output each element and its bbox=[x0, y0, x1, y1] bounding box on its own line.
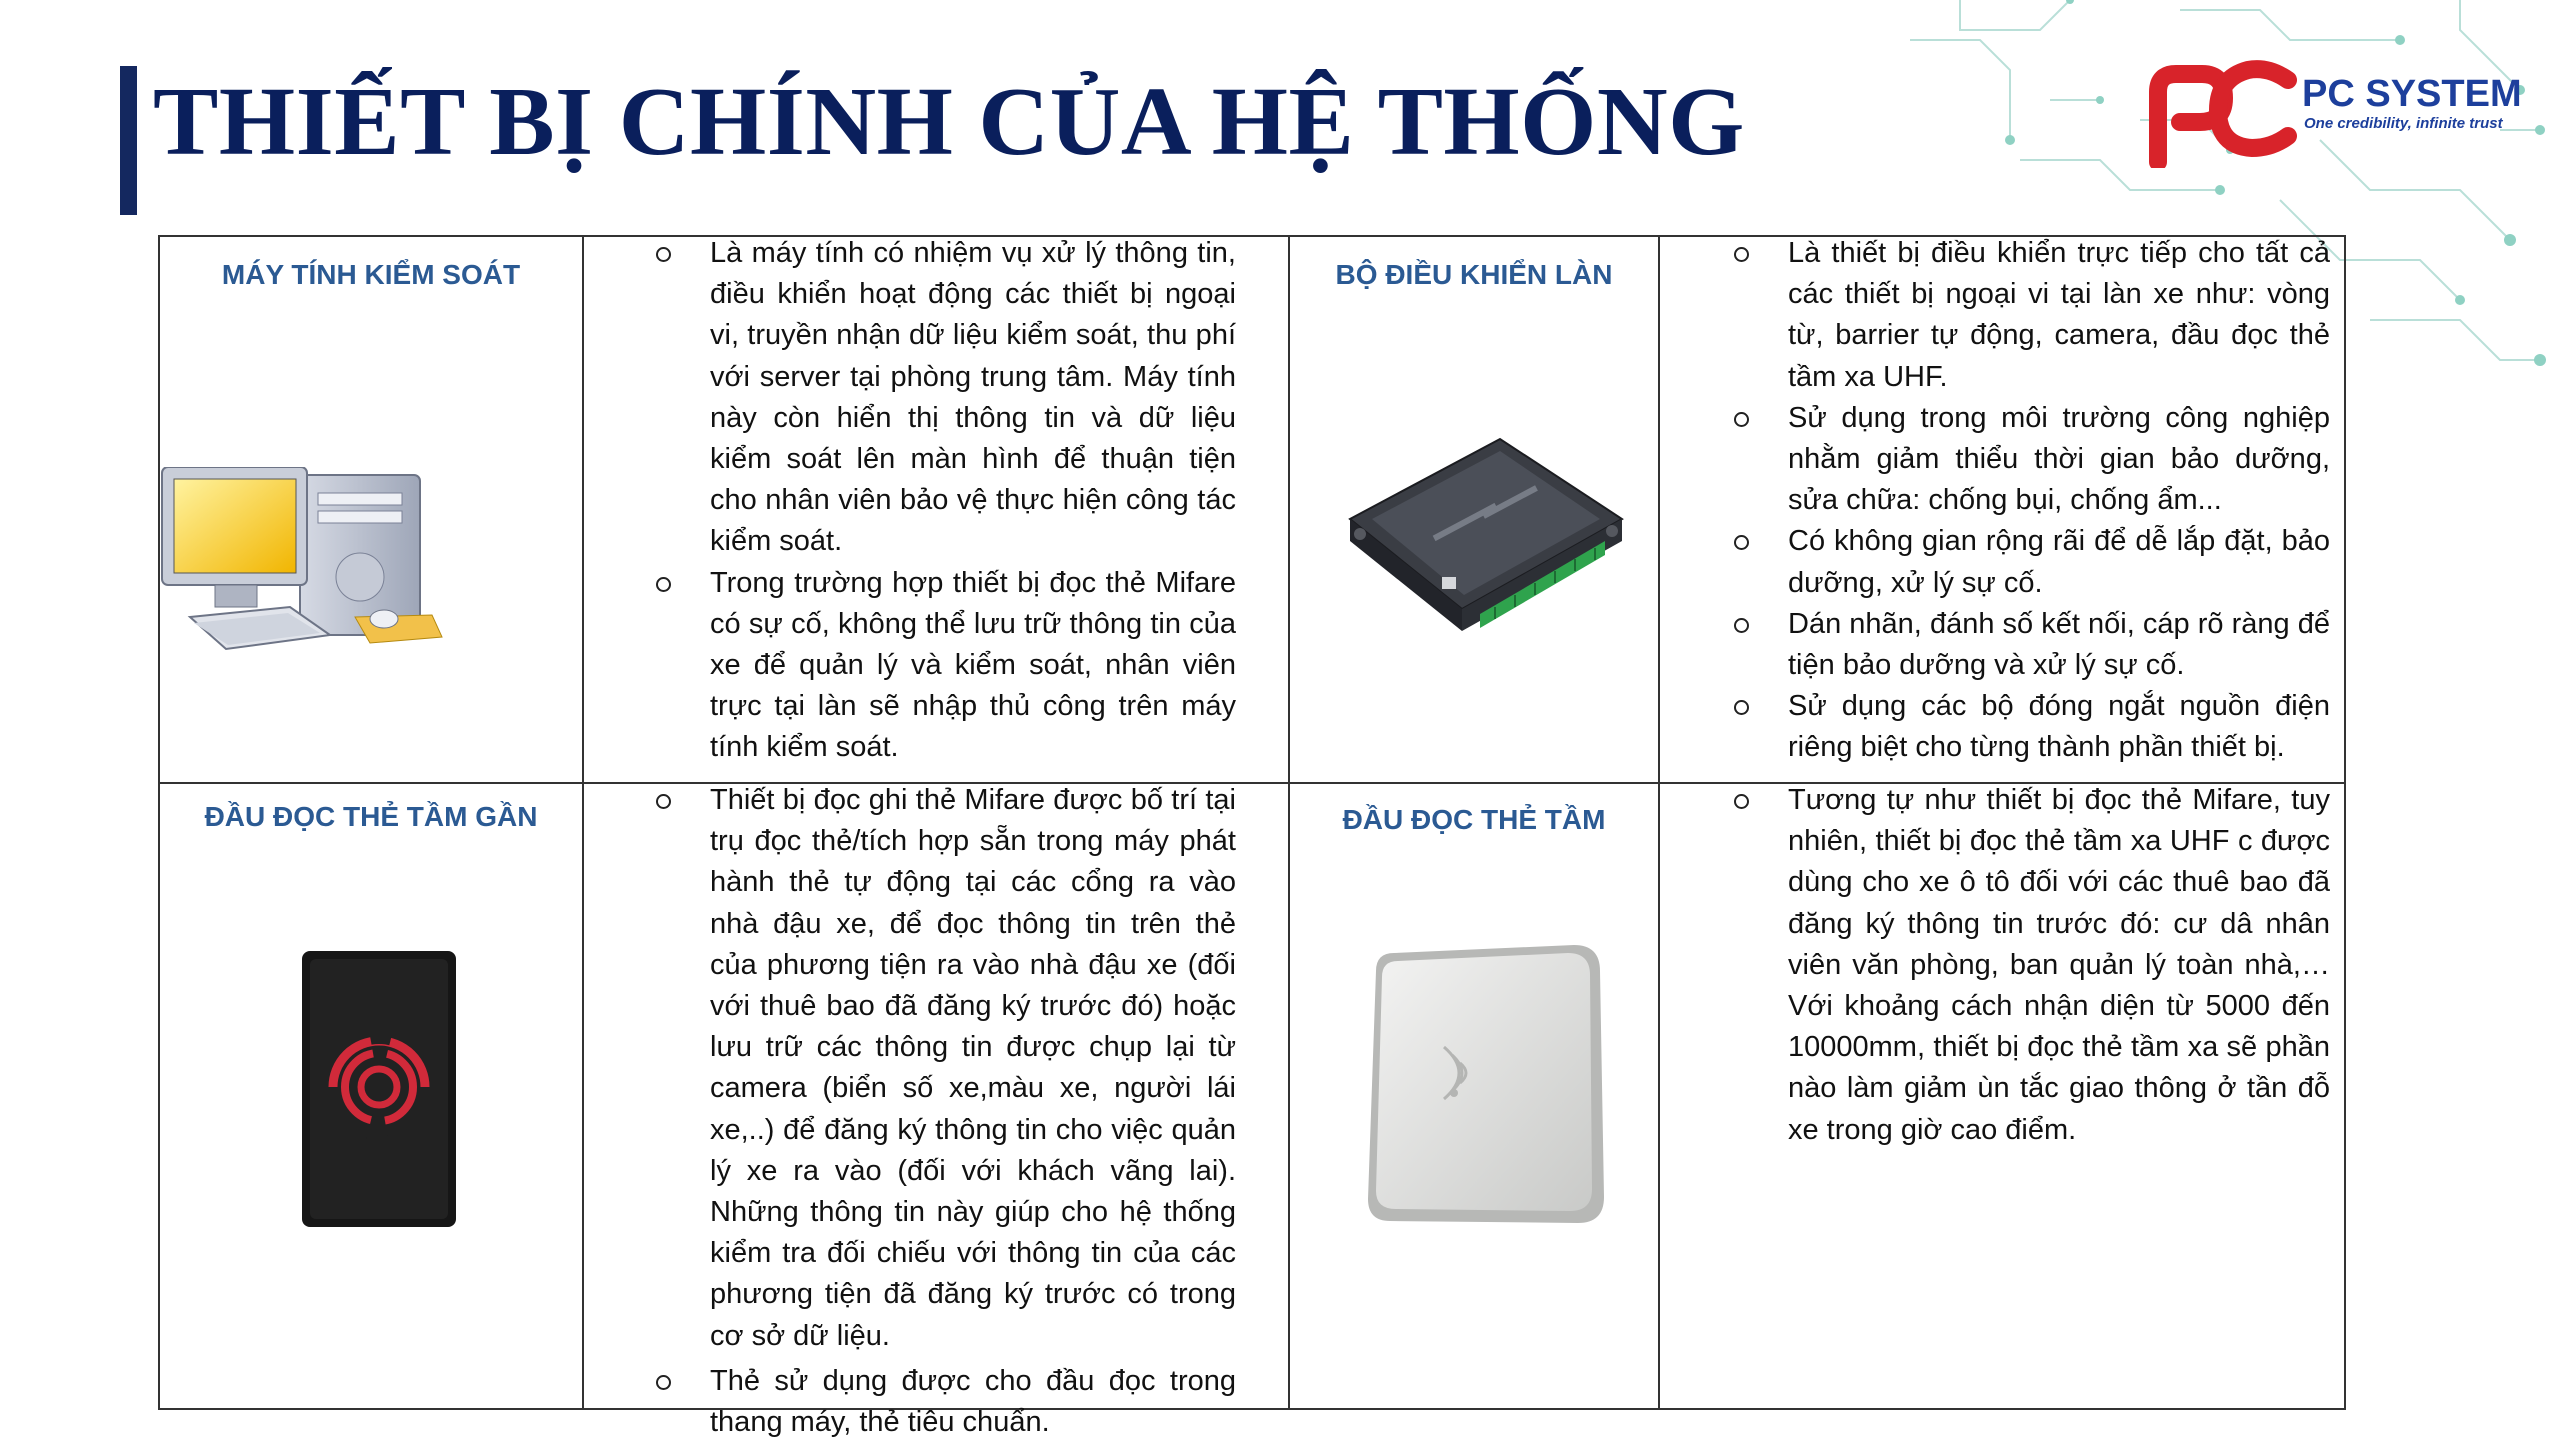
bullet-icon bbox=[1734, 618, 1749, 633]
description-list bbox=[1734, 233, 2330, 769]
bullet-icon bbox=[1734, 412, 1749, 427]
list-item: Sử dụng trong môi trường công nghiệp nhằm giảm thiểu thời gian bảo dưỡng, sửa chữa: chống bụi, chống ẩm... bbox=[1734, 398, 2330, 522]
bullet-icon bbox=[1734, 535, 1749, 550]
cell-label-proximity-reader: ĐẦU ĐỌC THẺ TẦM GẦN bbox=[204, 801, 538, 832]
list-item: Dán nhãn, đánh số kết nối, cáp rõ ràng để tiện bảo dưỡng và xử lý sự cố. bbox=[1734, 604, 2330, 686]
pc-logo-icon bbox=[2140, 58, 2298, 168]
title-accent-bar bbox=[120, 66, 137, 215]
page-title: THIẾT BỊ CHÍNH CỦA HỆ THỐNG bbox=[153, 68, 1745, 176]
lane-controller-icon bbox=[1330, 409, 1630, 639]
uhf-reader-icon bbox=[1360, 943, 1610, 1233]
company-logo bbox=[2140, 58, 2540, 168]
brand-tagline: One credibility, infinite trust bbox=[2304, 115, 2503, 132]
list-item: Là thiết bị điều khiển trực tiếp cho tất cả các thiết bị ngoại vi tại làn xe như: vòng từ, barrier tự động, camera, đầu đọc thẻ tầm xa UHF. bbox=[1734, 233, 2330, 398]
proximity-card-reader-icon bbox=[300, 949, 458, 1229]
bullet-icon bbox=[656, 1375, 671, 1390]
bullet-icon bbox=[656, 247, 671, 262]
bullet-icon bbox=[656, 794, 671, 809]
bullet-icon bbox=[1734, 700, 1749, 715]
table-divider bbox=[582, 237, 584, 1408]
bullet-icon bbox=[1734, 794, 1749, 809]
list-item: Có không gian rộng rãi để dễ lắp đặt, bảo dưỡng, xử lý sự cố. bbox=[1734, 521, 2330, 603]
list-item: Trong trường hợp thiết bị đọc thẻ Mifare có sự cố, không thể lưu trữ thông tin của xe để quản lý và kiểm soát, nhân viên trực tại làn sẽ nhập thủ công trên máy tính kiểm soát. bbox=[656, 563, 1236, 769]
cell-label-lane-controller: BỘ ĐIỀU KHIỂN LÀN bbox=[1335, 259, 1613, 290]
list-item: Thẻ sử dụng được cho đầu đọc trong thang máy, thẻ tiêu chuẩn. bbox=[656, 1361, 1236, 1443]
table-divider bbox=[1658, 237, 1660, 1408]
equipment-table bbox=[158, 235, 2346, 1439]
list-item: Sử dụng các bộ đóng ngắt nguồn điện riêng biệt cho từng thành phần thiết bị. bbox=[1734, 686, 2330, 768]
description-list bbox=[1734, 780, 2330, 1151]
bullet-icon bbox=[656, 577, 671, 592]
desktop-computer-icon bbox=[160, 467, 460, 682]
brand-name: PC SYSTEM bbox=[2302, 73, 2522, 115]
list-item: Tương tự như thiết bị đọc thẻ Mifare, tuy nhiên, thiết bị đọc thẻ tầm xa UHF c được dùng cho xe ô tô đối với các thuê bao đã đăng ký thông tin trước đó: cư dâ nhân viên văn phòng, ban quản lý toàn nhà,… Với khoảng cách nhận diện từ 5000 đến 10000mm, thiết bị đọc thẻ tầm xa sẽ phần nào làm giảm ùn tắc giao thông ở tần đỗ xe trong giờ cao điểm. bbox=[1734, 780, 2330, 1151]
description-list bbox=[656, 233, 1236, 769]
list-item: Là máy tính có nhiệm vụ xử lý thông tin, điều khiển hoạt động các thiết bị ngoại vi, truyền nhận dữ liệu kiểm soát, thu phí với server tại phòng trung tâm. Máy tính này còn hiển thị thông tin và dữ liệu kiểm soát lên màn hình để thuận tiện cho nhân viên bảo vệ thực hiện công tác kiểm soát. bbox=[656, 233, 1236, 563]
list-item: Thiết bị đọc ghi thẻ Mifare được bố trí tại trụ đọc thẻ/tích hợp sẵn trong máy phát hành thẻ tự động tại các cổng ra vào nhà đậu xe, để đọc thông tin trên thẻ của phương tiện ra vào nhà đậu xe (đối với thuê bao đã đăng ký trước đó) hoặc lưu trữ các thông tin được chụp lại từ camera (biển số xe,màu xe, người lái xe,..) để đăng ký thông tin cho việc quản lý xe ra vào (đối với khách vãng lai). Những thông tin này giúp cho hệ thống kiểm tra đối chiếu với thông tin của các phương tiện đã đăng ký trước có trong cơ sở dữ liệu. bbox=[656, 780, 1236, 1357]
description-list bbox=[656, 780, 1236, 1443]
cell-label-control-computer: MÁY TÍNH KIỂM SOÁT bbox=[221, 259, 521, 290]
bullet-icon bbox=[1734, 247, 1749, 262]
cell-label-uhf-reader: ĐẦU ĐỌC THẺ TẦM bbox=[1342, 804, 1606, 835]
